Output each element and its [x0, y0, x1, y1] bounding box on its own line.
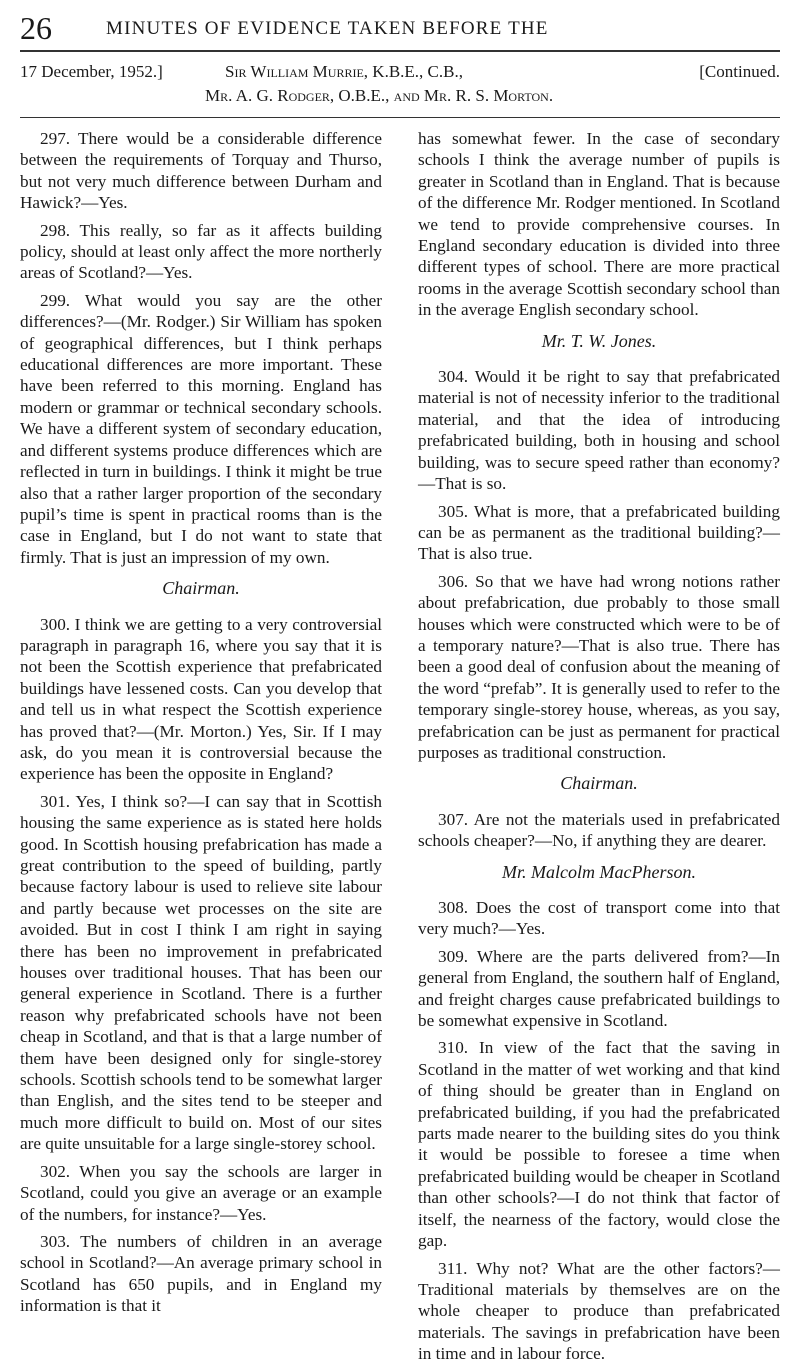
- question-309: 309. Where are the parts delivered from?—In general from England, the southern half of England, and freight charges cause prefabricated buildings to be somewhat expensive in Scotland.: [418, 946, 780, 1031]
- question-301: 301. Yes, I think so?—I can say that in Scottish housing the same experience as is stated here holds good. In Scottish housing prefabrication has made a great contribution to the speed of building, partly because factory labour is used to relieve site labour and partly because wet processes on the site are avoided. But in cost I think I am right in saying there has been no improvement in prefabricated houses over traditional houses. That has been our general experience in Scotland. There is a further reason why prefabricated schools have not been cheap in Scotland, and that is that a large number of them have been designed only for single-storey schools. Scottish schools tend to be somewhat larger than English, and the sites tend to be steeper and much more difficult to build on. Most of our sites are quite unsuitable for a large single-storey school.: [20, 791, 382, 1154]
- speaker-heading: Chairman.: [162, 578, 240, 599]
- question-306: 306. So that we have had wrong notions rather about prefabrication, due probably to those small houses which were constructed which were to be of a temporary nature?—That is also true. There has been a good deal of confusion about the meaning of the word “prefab”. It is generally used to refer to the temporary single-storey house, whereas, as you say, prefabrication can be just as permanent for practical purposes as traditional construction.: [418, 571, 780, 762]
- question-302: 302. When you say the schools are larger in Scotland, could you give an average or an example of the numbers, for instance?—Yes.: [20, 1161, 382, 1224]
- question-303: 303. The numbers of children in an average school in Scotland?—An average primary school in Scotland has 650 pupils, and in England my information is that it: [20, 1231, 382, 1316]
- witnesses-line-1: Sir William Murrie, K.B.E., C.B.,: [225, 62, 463, 81]
- question-305: 305. What is more, that a prefabricated building can be as permanent as the traditional building?—That is also true.: [418, 501, 780, 564]
- page-header: [20, 8, 780, 48]
- question-297: 297. There would be a considerable difference between the requirements of Torquay and Thurso, but not very much difference between Durham and Hawick?—Yes.: [20, 129, 382, 213]
- question-307: 307. Are not the materials used in prefabricated schools cheaper?—No, if anything they are dearer.: [418, 809, 780, 851]
- continued-label: [Continued.: [699, 62, 780, 81]
- header-rule-bottom: [20, 117, 780, 118]
- question-298: 298. This really, so far as it affects building policy, should at least only affect the more northerly areas of Scotland?—Yes.: [20, 220, 382, 283]
- question-311: 311. Why not? What are the other factors?—Traditional materials by themselves are on the whole cheaper to produce than prefabricated materials. The savings in prefabrication have been in time and in labour force.: [418, 1258, 780, 1364]
- speaker-heading: Chairman.: [560, 773, 638, 794]
- speaker-heading: Mr. T. W. Jones.: [541, 330, 657, 351]
- running-title: MINUTES OF EVIDENCE TAKEN BEFORE THE: [106, 18, 549, 39]
- witnesses-line-2: Mr. A. G. Rodger, O.B.E., and Mr. R. S. Morton.: [205, 86, 554, 105]
- speaker-heading: Mr. Malcolm MacPherson.: [502, 861, 696, 882]
- question-303-continued: has somewhat fewer. In the case of secondary schools I think the average number of pupils is greater in Scotland than in England. That is because of the difference Mr. Rodger mentioned. In Scotland we tend to provide comprehensive courses. In England secondary education is divided into three different types of school. There are more practical rooms in the average Scottish secondary school than in the average English secondary school.: [418, 129, 780, 320]
- left-column: [20, 128, 382, 1323]
- right-column: [418, 128, 780, 1371]
- question-308: 308. Does the cost of transport come into that very much?—Yes.: [418, 898, 780, 939]
- sitting-line: [20, 62, 780, 88]
- question-304: 304. Would it be right to say that prefabricated material is not of necessity inferior to the traditional material, and that the idea of introducing prefabricated building, both in housing and school building, was to secure speed rather than economy?—That is so.: [418, 367, 780, 494]
- question-300: 300. I think we are getting to a very controversial paragraph in paragraph 16, where you say that it is not been the Scottish experience that prefabricated buildings have lessened costs. Can you develop that and tell us in what respect the Scottish experience has proved that?—(Mr. Morton.) Yes, Sir. If I may ask, do you mean it is controversial because the experience has been the opposite in England?: [20, 614, 382, 784]
- header-rule-top: [20, 50, 780, 52]
- page-number: 26: [20, 10, 52, 46]
- question-299: 299. What would you say are the other differences?—(Mr. Rodger.) Sir William has spoken of geographical differences, but I think perhaps educational differences are more important. These have been referred to this morning. England has modern or grammar or technical secondary schools. We have a different system of secondary education, and different systems produce differences which are reflected in turn in buildings. I think it might be true also that a rather larger proportion of the secondary pupil’s time is spent in practical rooms than is the case in England, but I do not want to state that firmly. That is just an impression of my own.: [20, 290, 382, 567]
- sitting-date: 17 December, 1952.]: [20, 62, 163, 81]
- question-310: 310. In view of the fact that the saving in Scotland in the matter of wet working and that kind of thing should be greater than in England on prefabricated building, if you had the prefabricated parts made nearer to the building sites do you think it would be possible to foresee a time when prefabricated building would be cheaper in Scotland than other schools?—I do not think that factor of itself, the nearness of the factory, would close the gap.: [418, 1038, 780, 1251]
